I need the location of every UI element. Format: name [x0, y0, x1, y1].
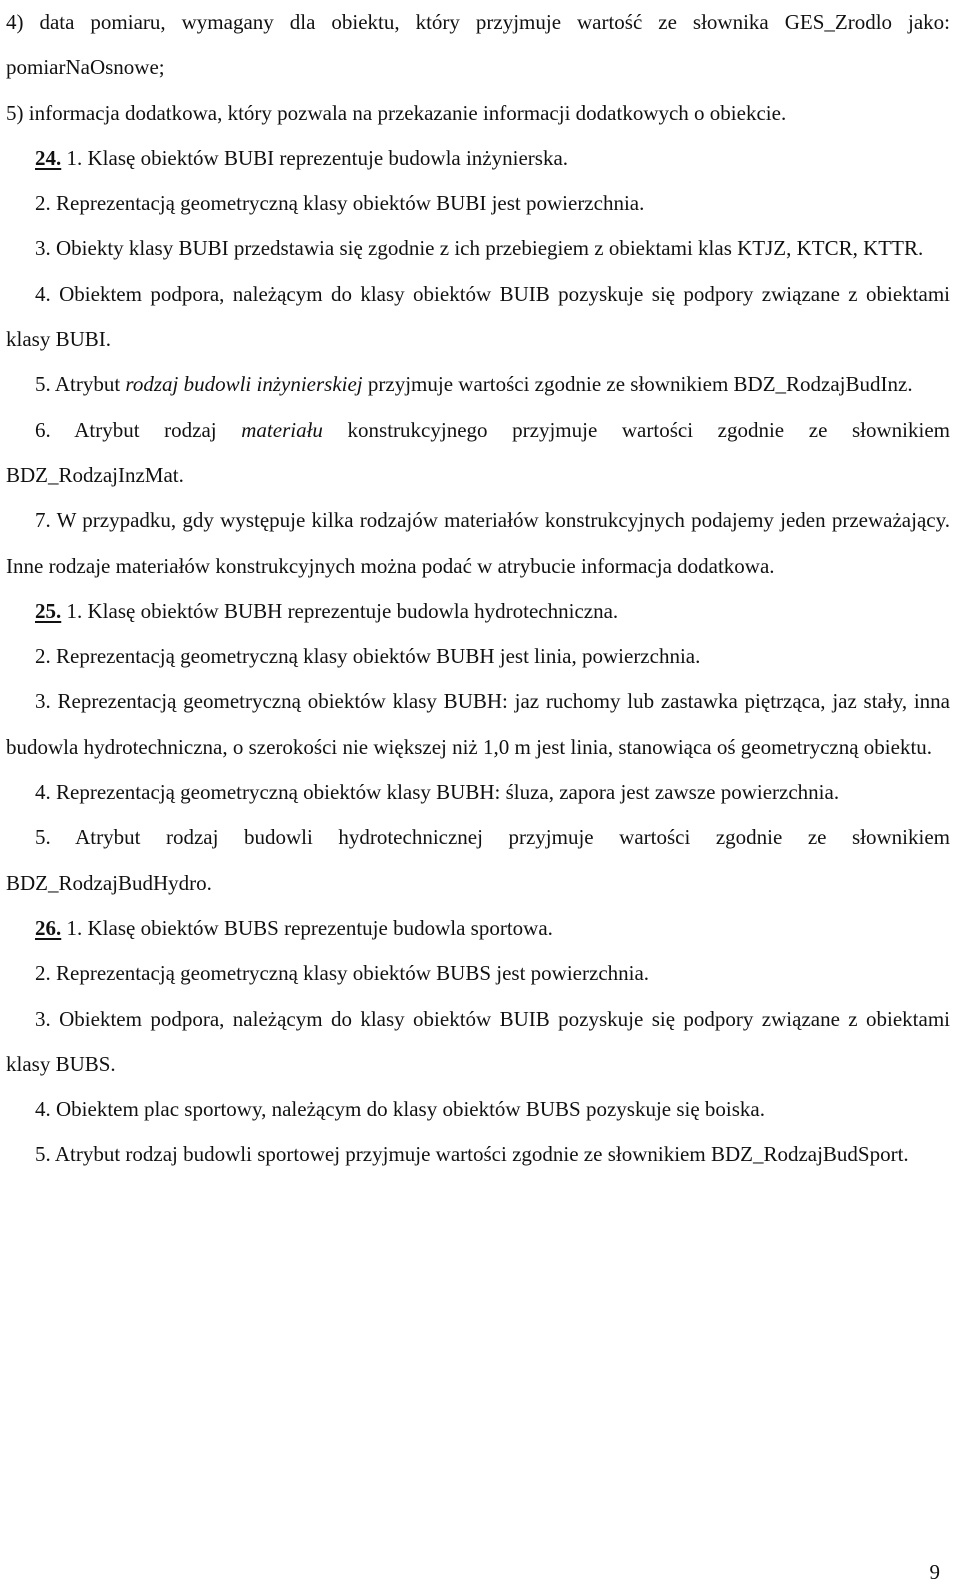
section-24-item-2 — [6, 181, 950, 226]
section-number: 26. — [35, 915, 62, 940]
item-text-italic: materiału — [241, 417, 323, 442]
section-26-item-5 — [6, 1132, 950, 1177]
item-text: Obiektem podpora, należącym do klasy obiektów BUIB pozyskuje się podpory związane z obiektami klasy BUBS. — [6, 1006, 950, 1076]
item-text: Atrybut rodzaj — [50, 417, 242, 442]
section-25-item-4 — [6, 770, 950, 815]
item-text: Reprezentacją geometryczną klasy obiektów BUBI jest powierzchnia. — [50, 191, 645, 216]
section-24-item-7 — [6, 498, 950, 589]
section-number: 24. — [35, 145, 62, 170]
item-text: Obiekty klasy BUBI przedstawia się zgodnie z ich przebiegiem z obiektami klas KTJZ, KTCR, KTTR. — [50, 236, 924, 261]
item-text-italic: rodzaj budowli inżynierskiej — [125, 372, 363, 397]
section-25-item-5 — [6, 815, 950, 906]
section-24-item-3 — [6, 226, 950, 271]
item-text: Atrybut — [50, 372, 126, 397]
item-number: 5. — [35, 825, 51, 850]
section-24-item-5 — [6, 362, 950, 407]
page-number: 9 — [929, 1560, 940, 1584]
section-26-item-4 — [6, 1087, 950, 1132]
section-26-item-2 — [6, 951, 950, 996]
item-text: Klasę obiektów BUBI reprezentuje budowla inżynierska. — [82, 145, 569, 170]
item-text: Obiektem podpora, należącym do klasy obiektów BUIB pozyskuje się podpory związane z obiektami klasy BUBI. — [6, 281, 950, 352]
item-number: 2. — [35, 644, 51, 669]
item-text: Reprezentacją geometryczną klasy obiektów BUBS jest powierzchnia. — [50, 961, 650, 986]
item-number: 1. — [66, 915, 83, 940]
item-number: 3. — [35, 689, 51, 714]
item-number: 6. — [35, 417, 51, 442]
item-number: 5. — [35, 372, 51, 397]
paragraph: 4) data pomiaru, wymagany dla obiektu, który przyjmuje wartość ze słownika GES_Zrodlo jako: pomiarNaOsnowe; — [6, 10, 950, 80]
section-24-item-6 — [6, 408, 950, 499]
item-number: 3. — [35, 236, 51, 261]
item-number: 4. — [35, 780, 51, 805]
item-number: 7. — [35, 508, 51, 533]
item-text: przyjmuje wartości zgodnie ze słownikiem BDZ_RodzajBudInz. — [362, 372, 913, 397]
item-text: W przypadku, gdy występuje kilka rodzajów materiałów konstrukcyjnych podajemy jeden przeważający. Inne rodzaje materiałów konstrukcyjnych można podać w atrybucie informacja dodatkowa. — [6, 508, 950, 578]
item-number: 3. — [35, 1006, 51, 1031]
section-25-item-3 — [6, 679, 950, 770]
item-text: Klasę obiektów BUBS reprezentuje budowla sportowa. — [82, 915, 553, 940]
section-24-item-4 — [6, 272, 950, 363]
item-text: Reprezentacją geometryczną klasy obiektów BUBH jest linia, powierzchnia. — [50, 644, 701, 669]
section-number: 25. — [35, 598, 62, 623]
item-text: Reprezentacją geometryczną obiektów klasy BUBH: śluza, zapora jest zawsze powierzchnia. — [50, 780, 840, 805]
item-number: 1. — [66, 598, 83, 623]
section-25-item-1 — [6, 589, 950, 634]
item-number: 4. — [35, 281, 51, 306]
document-page — [6, 0, 950, 1178]
item-text: Klasę obiektów BUBH reprezentuje budowla hydrotechniczna. — [82, 598, 619, 623]
item-number: 4. — [35, 1097, 51, 1122]
section-26-item-3 — [6, 997, 950, 1088]
item-text: Atrybut rodzaj budowli sportowej przyjmuje wartości zgodnie ze słownikiem BDZ_RodzajBudSport. — [50, 1142, 909, 1167]
item-text: Reprezentacją geometryczną obiektów klasy BUBH: jaz ruchomy lub zastawka piętrząca, jaz stały, inna budowla hydrotechniczna, o szerokości nie większej niż 1,0 m jest linia, stanowiąca oś geometryczną obiektu. — [6, 689, 950, 759]
section-24-item-1 — [6, 136, 950, 181]
item-number: 2. — [35, 961, 51, 986]
item-number: 2. — [35, 191, 51, 216]
item-text: konstrukcyjnego przyjmuje wartości zgodnie ze słownikiem BDZ_RodzajInzMat. — [6, 417, 951, 487]
section-25-item-2 — [6, 634, 950, 679]
section-26-item-1 — [6, 906, 950, 951]
item-number: 1. — [66, 145, 83, 170]
item-text: Obiektem plac sportowy, należącym do klasy obiektów BUBS pozyskuje się boiska. — [50, 1097, 766, 1122]
item-number: 5. — [35, 1142, 51, 1167]
item-text: Atrybut rodzaj budowli hydrotechnicznej przyjmuje wartości zgodnie ze słownikiem BDZ_RodzajBudHydro. — [6, 825, 950, 895]
paragraph: 5) informacja dodatkowa, który pozwala na przekazanie informacji dodatkowych o obiekcie. — [6, 100, 787, 125]
